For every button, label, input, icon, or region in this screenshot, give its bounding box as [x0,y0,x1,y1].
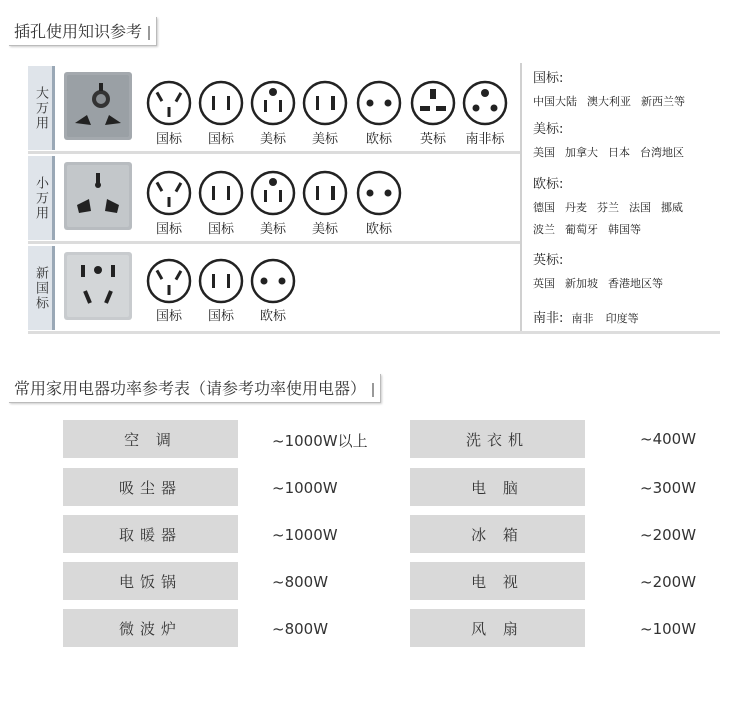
appliance-power: ~100W [640,620,697,638]
region-header-gb: 国标: [533,71,564,86]
plug-label: 国标 [207,309,234,324]
plug-label: 国标 [155,222,182,237]
appliance-power: ~200W [640,573,697,591]
region-list-eu-2: 波兰 葡萄牙 韩国等 [533,223,641,236]
appliance-name-cell: 吸尘器 [63,468,238,506]
plug-label: 美标 [259,132,286,147]
plug-uk-icon [410,80,456,126]
appliance-name-cell: 电 视 [410,562,585,600]
region-header-eu: 欧标: [533,177,564,192]
appliance-name-cell: 风 扇 [410,609,585,647]
universal-socket-large-image [64,72,132,140]
region-header-uk: 英标: [533,253,564,268]
plug-label: 美标 [259,222,286,237]
plug-label: 国标 [207,222,234,237]
universal-socket-small-image [64,162,132,230]
plug-gb-three-pin-icon [146,170,192,216]
plug-label: 美标 [311,132,338,147]
plug-label: 英标 [419,132,446,147]
appliance-name-cell: 空 调 [63,420,238,458]
appliance-name-cell: 电饭锅 [63,562,238,600]
plug-us-two-pin-icon [302,80,348,126]
plug-gb-three-pin-icon [146,80,192,126]
appliance-power: ~800W [272,620,329,638]
row-tag-new: 新国标 [28,246,55,330]
region-header-us: 美标: [533,122,564,137]
region-list-uk: 英国 新加坡 香港地区等 [533,277,663,290]
plug-us-three-pin-icon [250,170,296,216]
region-list-us: 美国 加拿大 日本 台湾地区 [533,146,684,159]
region-divider [520,63,522,331]
section-title-appliances-text: 常用家用电器功率参考表（请参考功率使用电器） [14,379,367,398]
plug-eu-icon [356,80,402,126]
plug-label: 国标 [155,309,182,324]
plug-eu-icon [250,258,296,304]
appliance-name-cell: 冰 箱 [410,515,585,553]
appliance-power: ~1000W以上 [272,432,368,450]
section-title-appliances [8,373,380,402]
plug-eu-icon [356,170,402,216]
plug-label: 欧标 [365,132,392,147]
row-tag-small: 小万用 [28,156,55,240]
row-tag-large: 大万用 [28,66,55,150]
appliance-power: ~1000W [272,479,338,497]
plug-label: 欧标 [259,309,286,324]
appliance-name-cell: 电 脑 [410,468,585,506]
row-separator [28,151,520,154]
plug-us-three-pin-icon [250,80,296,126]
plug-label: 欧标 [365,222,392,237]
plug-us-two-pin-icon [302,170,348,216]
plug-gb-two-pin-icon [198,170,244,216]
appliance-power: ~200W [640,526,697,544]
region-list-gb: 中国大陆 澳大利亚 新西兰等 [533,95,685,108]
new-standard-socket-image [64,252,132,320]
plug-gb-two-pin-icon [198,258,244,304]
appliance-name-cell: 洗衣机 [410,420,585,458]
appliance-power: ~1000W [272,526,338,544]
appliance-power: ~300W [640,479,697,497]
plug-label: 国标 [155,132,182,147]
region-list-eu: 德国 丹麦 芬兰 法国 挪威 [533,201,683,214]
row-separator [28,241,520,244]
plug-gb-three-pin-icon [146,258,192,304]
plug-label: 国标 [207,132,234,147]
region-header-south-africa: 南非: 南非 印度等 [533,311,639,326]
appliance-power: ~400W [640,430,697,448]
plug-label: 南非标 [465,132,505,147]
plug-gb-two-pin-icon [198,80,244,126]
plug-label: 美标 [311,222,338,237]
appliance-power: ~800W [272,573,329,591]
section-title-sockets [8,16,156,45]
appliance-name-cell: 取暖器 [63,515,238,553]
appliance-name-cell: 微波炉 [63,609,238,647]
section-title-sockets-text: 插孔使用知识参考 [14,22,143,41]
plug-south-africa-icon [462,80,508,126]
